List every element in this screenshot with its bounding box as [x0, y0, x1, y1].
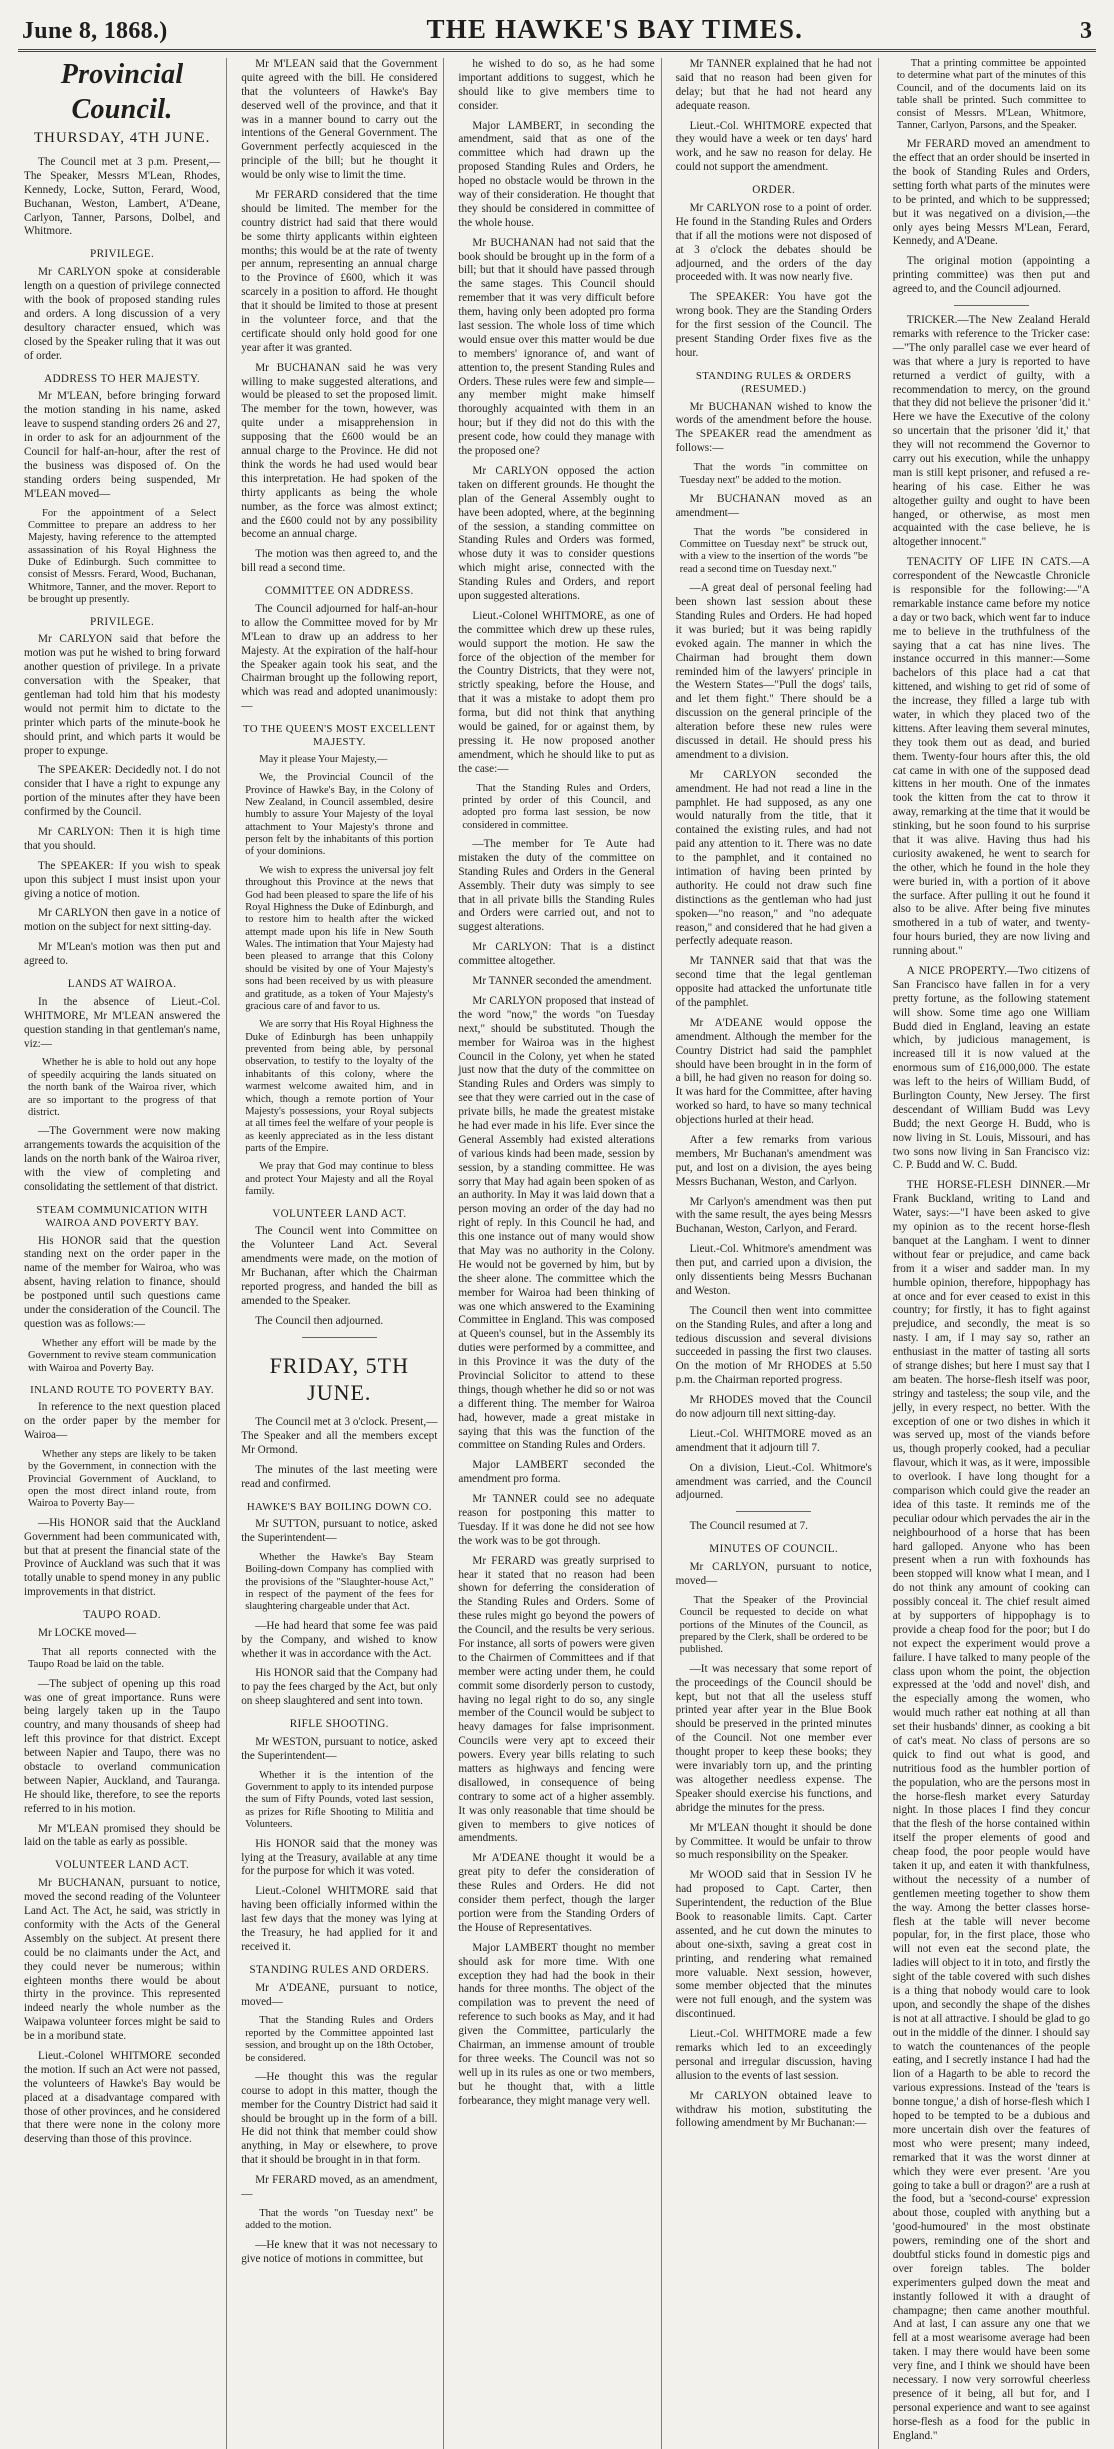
newspaper-title: THE HAWKE'S BAY TIMES.	[426, 14, 804, 44]
article-paragraph: Mr RHODES moved that the Council do now adjourn till next sitting-day.	[675, 1394, 872, 1421]
subsection-heading: ORDER.	[752, 184, 796, 197]
quoted-motion: May it please Your Majesty,—	[259, 753, 388, 765]
article-paragraph: Mr TANNER explained that he had not said that no reason had been given for delay; but that he had not heard any adequate reason.	[675, 58, 872, 112]
quoted-motion: For the appointment of a Select Committee to prepare an address to her Majesty, having reference to the attempted assassination of his Royal Highness the Duke of Edinburgh. Such committee to consist of Messrs. Ferard, Wood, Buchanan, Whitmore, Tanner, and the mover. Report to be brought up presently.	[28, 507, 217, 606]
article-paragraph: Mr WOOD said that in Session IV he had proposed to Capt. Carter, then Superintendent, the reduction of the Blue Book to reasonable limits. Capt. Carter assented, and he cut down the minutes to about one-sixth, saving a great cost in printing, and rendering what remained more valuable. Next session, however, some member objected that the minutes were not full enough, and the system was discontinued.	[675, 1869, 872, 2021]
article-paragraph: Lieut.-Col. WHITMORE made a few remarks which led to an exceedingly personal and irregular discussion, having allusion to the events of last session.	[675, 2028, 872, 2082]
column-divider-rule	[954, 305, 1029, 306]
article-paragraph: Lieut.-Col. WHITMORE expected that they would have a week or ten days' hard work, and he saw no reason for delay. He could not support the amendment.	[675, 119, 872, 174]
article-paragraph: Mr CARLYON, pursuant to notice, moved—	[675, 1561, 872, 1588]
subsection-heading: VOLUNTEER LAND ACT.	[272, 1207, 407, 1220]
article-paragraph: Mr CARLYON then gave in a notice of motion on the subject for next sitting-day.	[24, 907, 221, 934]
article-paragraph: The Council then went into committee on the Standing Rules, and after a long and tedious discussion and several divisions succeeded in passing the first two clauses. On the motion of Mr RHODES at 5.50 p.m. the Chairman reported progress.	[675, 1304, 872, 1387]
article-paragraph: After a few remarks from various members, Mr Buchanan's amendment was put, and lost on a division, the ayes being Messrs Buchanan, Weston, and Carlyon.	[675, 1134, 872, 1188]
article-paragraph: Mr BUCHANAN wished to know the words of the amendment before the house. The SPEAKER read the amendment as follows:—	[675, 400, 872, 455]
column-1	[18, 58, 227, 2449]
article-paragraph: Mr A'DEANE thought it would be a great pity to defer the consideration of these Rules and Orders. He did not consider them perfect, though the larger portion were from the Standing Orders of the House of Representatives.	[458, 1852, 655, 1934]
article-paragraph: Mr M'LEAN said that the Government quite agreed with the bill. He considered that the volunteers of Hawke's Bay deserved well of the province, and that it was in a manner bound to carry out the intentions of the General Government. The Government perfectly acquiesced in the principle of the bill; but he thought it would be only wise to limit the time.	[241, 58, 438, 182]
article-paragraph: Mr M'Lean's motion was then put and agreed to.	[24, 941, 221, 968]
article-paragraph: Mr M'LEAN promised they should be laid on the table as early as possible.	[24, 1822, 221, 1849]
article-paragraph: Mr M'LEAN, before bringing forward the motion standing in his name, asked leave to suspend standing orders 26 and 27, in order to ask for an adjournment of the Council for half-an-hour, after the rest of the business was disposed of. On the standing orders being suspended, Mr M'LEAN moved—	[24, 390, 221, 500]
article-paragraph: Mr CARLYON spoke at considerable length on a question of privilege connected with the book of proposed standing rules and orders. A long discussion of a very desultory character ensued, which was closed by the Speaker ruling that it was out of order.	[24, 266, 221, 362]
article-paragraph: The Council adjourned for half-an-hour to allow the Committee moved for by Mr M'Lean to draw up an address to her Majesty. At the expiration of the half-hour the Speaker again took his seat, and the Chairman brought up the following report, which was read and adopted unanimously:—	[241, 602, 438, 713]
article-paragraph: The Council met at 3 p.m. Present,—The Speaker, Messrs M'Lean, Rhodes, Kennedy, Locke, Sutton, Ferard, Wood, Buchanan, Weston, Lambert, A'Deane, Carlyon, Tanner, Parsons, Dolbel, and Whitmore.	[24, 156, 221, 238]
article-paragraph: Mr WESTON, pursuant to notice, asked the Superintendent—	[241, 1735, 438, 1762]
article-paragraph: Mr CARLYON seconded the amendment. He had not read a line in the pamphlet. He had supposed, as any one would naturally from the title, that it contained the existing rules, and had not paid any attention to it. There was no date to the pamphlet, and it contained no intimation of having been printed by authority. He could not draw such fine distinctions as the gentleman who had just spoken—"no reason," and "no adequate reason," and considered that he had given a perfectly adequate reason.	[675, 768, 872, 948]
subsection-heading: TO THE QUEEN'S MOST EXCELLENT MAJESTY.	[242, 723, 436, 749]
article-paragraph: Mr CARLYON proposed that instead of the word "now," the words "on Tuesday next," should be substituted. Though the member for Wairoa was in the highest Council in the Colony, yet when he stated just now that the duty of the committee on Standing Rules and Orders was simply to see that they were carried out in the case of private bills, he made the greatest mistake he had ever made in his life. Ever since the General Assembly had existed alterations of various kinds had been made, session by session, by a standing committee. He was sorry that May had again been spoken of as an authority. In May it was laid down that a person moving an order of the day had no right of reply. In this Council he had, and this one instance out of many would show that May was no authority in the Colony. He would not be governed by him, but by the sheer alone. The committee which the member for Wairoa had been thinking of was one which answered to the Examining Committee in England. This was composed at Queen's counsel, but in the Assembly its duties were performed by a committee, and in this Province it was the duty of the Provincial Solicitor to attend to these things, though whether he did so or not was a different thing. The member for Wairoa had, however, made a great mistake in saying that this was the function of the committee on Standing Rules and Orders.	[458, 994, 655, 1452]
article-paragraph: The SPEAKER: You have got the wrong book. They are the Standing Orders for the first session of the Council. The present Standing Order fixes five as the hour.	[675, 291, 872, 359]
article-paragraph: Mr A'DEANE would oppose the amendment. Although the member for the Country District had said the pamphlet should have been brought in in the form of a bill, he had given no reason for doing so. It was hard for the Committee, after having worked so hard, to have so many technical objections hurled at their head.	[675, 1016, 872, 1127]
quoted-motion: That the Standing Rules and Orders, printed by order of this Council, and adopted pro forma last session, be now considered in committee.	[462, 782, 651, 831]
page-number: 3	[1079, 18, 1092, 44]
article-paragraph: Mr FERARD considered that the time should be limited. The member for the country district had said that there would be some thirty applicants within eighteen months; this would be at the rate of twenty per annum, representing an annual charge to the Province of £600, which it was scarcely in a position to afford. He thought that it should be limited to those at present in the volunteer force, and that the certificate should only hold good for one year after it was granted.	[241, 189, 438, 354]
subsection-heading: STANDING RULES & ORDERS (RESUMED.)	[695, 369, 852, 396]
article-paragraph: In the absence of Lieut.-Col. WHITMORE, Mr M'LEAN answered the question standing in that gentleman's name, viz:—	[24, 995, 221, 1050]
subsection-heading: COMMITTEE ON ADDRESS.	[264, 585, 414, 598]
quoted-motion: That a printing committee be appointed to determine what part of the minutes of this Council, and of the documents laid on its table shall be printed. Such committee to consist of Messrs. M'Lean, Whitmore, Tanner, Carlyon, Parsons, and the Speaker.	[896, 58, 1086, 131]
article-paragraph: Mr BUCHANAN, pursuant to notice, moved the second reading of the Volunteer Land Act. The Act, he said, was strictly in conformity with the Acts of the General Assembly on the subject. At present there could be no claimants under the Act, and they could never be numerous; within eighteen months there would be about thirty in the province. This represented indeed nearly the whole number as the Waipawa volunteer forces might be said to be in a moribund state.	[24, 1877, 221, 2043]
article-paragraph: —He knew that it was not necessary to give notice of motions in committee, but	[241, 2238, 438, 2265]
quoted-motion: That the Speaker of the Provincial Council be requested to decide on what portions of the Minutes of the Council, as prepared by the Clerk, shall be ordered to be published.	[679, 1594, 868, 1656]
quoted-motion: We pray that God may continue to bless and protect Your Majesty and all the Royal family.	[245, 1161, 434, 1198]
article-paragraph: Major LAMBERT thought no member should ask for more time. With one exception they had had the book in their hands for three months. The object of the compilation was to prevent the need of reference to such books as May, and it had given the Committee, particularly the Chairman, an immense amount of trouble for three weeks. The Council was not so well up in its rules as one or two members, but he thought that, with a little forbearance, they might manage very well.	[458, 1941, 655, 2107]
article-paragraph: The motion was then agreed to, and the bill read a second time.	[241, 548, 438, 575]
article-paragraph: In reference to the next question placed on the order paper by the member for Wairoa—	[24, 1401, 221, 1442]
article-paragraph: Major LAMBERT, in seconding the amendment, said that as one of the committee which had drawn up the proposed Standing Rules and Orders, he hoped no obstacle would be thrown in the way of their consideration. He thought that they should be considered in committee of the whole house.	[458, 119, 655, 229]
subsection-heading: RIFLE SHOOTING.	[289, 1718, 389, 1731]
article-paragraph: His HONOR said that the question standing next on the order paper in the name of the member for Wairoa, who was absent, having relation to finance, should be postponed until such questions came under the consideration of the Council. The question was as follows:—	[24, 1234, 221, 1330]
article-paragraph: The Council then adjourned.	[255, 1314, 384, 1327]
article-columns	[18, 58, 1096, 2442]
article-paragraph: Mr M'LEAN thought it should be done by Committee. It would be unfair to throw so much responsibility on the Speaker.	[675, 1821, 872, 1862]
article-paragraph: —It was necessary that some report of the proceedings of the Council should be kept, but not that all the useless stuff printed year after year in the Blue Book should be preserved in the printed minutes of the Council. Not one member ever thought proper to keep these books; they were invariably torn up, and the printing was altogether needless expense. The Speaker should exercise his functions, and abridge the minutes for the press.	[675, 1662, 872, 1814]
column-divider-rule	[302, 1337, 377, 1338]
quoted-motion: That all reports connected with the Taupo Road be laid on the table.	[28, 1646, 217, 1671]
article-paragraph: —The Government were now making arrangements towards the acquisition of the lands on the north bank of the Wairoa river, with the view of completing and consolidating the settlement of that district.	[24, 1125, 221, 1193]
quoted-motion: That the words "be considered in Committee on Tuesday next" be struck out, with a view to the insertion of the words "be read a second time on Tuesday next."	[679, 526, 868, 575]
article-paragraph: TENACITY OF LIFE IN CATS.—A correspondent of the Newcastle Chronicle is responsible for the following:—"A remarkable instance came before my notice a day or two back, which went far to induce me to believe in the truthfulness of the saying that a cat has nine lives. The instance occurred in this manner:—Some bachelors of this place had a cat that kittened, and wishing to get rid of some of the increase, they filled a large tub with water, in which they placed two of the kittens. After leaving them several minutes, they took them out as dead, and buried them. Twenty-four hours after this, the old cat came in with one of the supposed dead kittens in her mouth. One of the inmates took the kitten from the cat to throw it away, remarking at the time that it would be stinking, but he soon found to his surprise that it was alive. Having thus had his curiosity awakened, he went to search for the other, which he found in the hole they were buried in, with a portion of it above the surface. After pulling it out he found it also to be alive. After being five minutes smothered in a tub of water, and twenty-four hours buried, they are now living and running about."	[892, 556, 1090, 958]
article-paragraph: Mr CARLYON opposed the action taken on different grounds. He thought the plan of the General Assembly ought to have been adopted, where, at the beginning of the session, a standing committee on Standing Rules and Orders was formed, whose duty it was to consider questions which might arise, connected with the Standing Rules and Orders, and report upon suggested alterations.	[458, 464, 655, 602]
article-paragraph: The SPEAKER: Decidedly not. I do not consider that I have a right to expunge any portion of the minutes after they have been confirmed by the Council.	[24, 764, 221, 819]
quoted-motion: We wish to express the universal joy felt throughout this Province at the news that God had been pleased to spare the life of his Royal Highness the Duke of Edinburgh, and to restore him to health after the wicked attempt made upon his life in New South Wales. The intimation that Your Majesty had been pleased to arrange that this Colony should be visited by one of Your Majesty's sons had been received by us with pleasure and gratitude, as a token of Your Majesty's gracious care of and favor to us.	[245, 864, 434, 1012]
article-paragraph: The SPEAKER: If you wish to speak upon this subject I must insist upon your giving a notice of motion.	[24, 859, 221, 900]
article-paragraph: Lieut.-Colonel WHITMORE, as one of the committee which drew up these rules, would support the motion. He saw the force of the objection of the member for the Country Districts, that they were not, strictly speaking, before the House, and that it was a mistake to adopt them pro forma, but did not think that anything would be gained, for or against them, by pressing it. He now proposed another amendment, which he should like to put as the case:—	[458, 609, 655, 775]
session-date-heading: THURSDAY, 4TH JUNE.	[33, 130, 211, 147]
column-4	[670, 58, 879, 2449]
quoted-motion: Whether he is able to hold out any hope of speedily acquiring the lands situated on the north bank of the Wairoa river, which are so important to the progress of that district.	[28, 1057, 217, 1118]
quoted-motion: That the Standing Rules and Orders reported by the Committee appointed last session, and brought up on the 18th October, be considered.	[245, 2015, 434, 2064]
column-5	[887, 58, 1096, 2449]
article-paragraph: Mr FERARD was greatly surprised to hear it stated that no reason had been shown for deferring the consideration of the Standing Rules and Orders. Some of these rules might go beyond the powers of the Council, and the results be very serious. For instance, all sorts of powers were given to the Chairmen of Committees and if that member were acting under them, he could commit some disorderly person to custody, having no legal right to do so, any single member of the Council would be subject to heavy damages for false imprisonment. Councils were very apt to exceed their powers. Every year bills relating to such matters as highways and fencing were disallowed, in consequence of being contrary to some act of a higher assembly. It was only reasonable that time should be given to members to give notices of amendments.	[458, 1554, 655, 1845]
article-paragraph: On a division, Lieut.-Col. Whitmore's amendment was carried, and the Council adjourned.	[675, 1461, 872, 1502]
subsection-heading: MINUTES OF COUNCIL.	[709, 1543, 839, 1556]
article-paragraph: Mr LOCKE moved—	[38, 1627, 137, 1640]
article-paragraph: Mr Carlyon's amendment was then put with the same result, the ayes being Messrs Buchanan, Weston, Carlyon, and Ferard.	[675, 1195, 872, 1236]
article-paragraph: Lieut.-Colonel WHITMORE seconded the motion. If such an Act were not passed, the volunteers of Hawke's Bay would be placed at a disadvantage compared with those of other provinces, and he considered that there were none in the colony more deserving than those of this province.	[24, 2049, 221, 2146]
article-paragraph: The original motion (appointing a printing committee) was then put and agreed to, and the Council adjourned.	[892, 255, 1090, 296]
article-paragraph: Lieut.-Colonel WHITMORE said that having been officially informed within the last few days that the money was lying at the Treasury, he had applied for it and received it.	[241, 1885, 438, 1953]
session-date-heading: FRIDAY, 5TH JUNE.	[269, 1352, 409, 1405]
article-paragraph: —A great deal of personal feeling had been shown last session about these Standing Rules and Orders. He had hoped it was buried; but it was being rapidly evoked again. The manner in which the Chairman had brought them down reminded him of the lawyers' principle in the Western States—"Pull the dogs' tails, and let them fight." There should be a discussion on the general principle of the alteration before these new rules were discussed in detail. He should press his amendment to a division.	[675, 582, 872, 761]
quoted-motion: Whether it is the intention of the Government to apply to its intended purpose the sum of Fifty Pounds, voted last session, as prizes for Rifle Shooting to Militia and Volunteers.	[245, 1769, 434, 1831]
article-paragraph: Mr BUCHANAN moved as an amendment—	[675, 492, 872, 519]
subsection-heading: VOLUNTEER LAND ACT.	[55, 1859, 190, 1872]
article-paragraph: Mr FERARD moved an amendment to the effect that an order should be inserted in the book of Standing Rules and Orders, setting forth what parts of the minutes were to be printed, and which to be suppressed; but it was negatived on a division,—the only ayes being Messrs M'Lean, Ferard, Kennedy, and A'Deane.	[892, 138, 1090, 248]
subsection-heading: PRIVILEGE.	[90, 615, 155, 628]
column-2	[235, 58, 444, 2449]
subsection-heading: ADDRESS TO HER MAJESTY.	[44, 372, 201, 385]
article-paragraph: Major LAMBERT seconded the amendment pro forma.	[458, 1459, 655, 1486]
article-paragraph: Mr FERARD moved, as an amendment,—	[241, 2174, 438, 2201]
article-paragraph: Mr CARLYON said that before the motion was put he wished to bring forward another question of privilege. In a private conversation with the Speaker, that gentleman had told him that his modesty would not permit him to dictate to the printer which parts of the minute-book he should print, and which parts it would be proper to expunge.	[24, 633, 221, 757]
header-date: June 8, 1868.)	[22, 18, 168, 44]
subsection-heading: STEAM COMMUNICATION WITH WAIROA AND POVERTY BAY.	[36, 1203, 208, 1230]
subsection-heading: INLAND ROUTE TO POVERTY BAY.	[30, 1383, 214, 1396]
quoted-motion: We are sorry that His Royal Highness the Duke of Edinburgh has been unhappily prevented from being able, by personal observation, to testify to the loyalty of the inhabitants of this colony, where the warmest welcome awaited him, and in which, though a remote portion of Your Majesty's possessions, your Royal subjects at all times feel the welfare of your people is as keenly appreciated as in the less distant parts of the Empire.	[245, 1019, 434, 1155]
article-paragraph: The Council met at 3 o'clock. Present,—The Speaker and all the members except Mr Ormond.	[241, 1416, 438, 1457]
article-paragraph: Mr CARLYON: Then it is high time that you should.	[24, 825, 221, 852]
article-paragraph: THE HORSE-FLESH DINNER.—Mr Frank Buckland, writing to Land and Water, says:—"I have been asked to give my opinion as to the recent horse-flesh banquet at the Langham. I went to dinner without fear or prejudice, and came back from it a wiser and sadder man. In my humble opinion, therefore, hippophagy has at once and for ever ceased to exist in this country; for firstly, it has to fight against prejudice, and secondly, the meat is so nasty. I am, if I may say so, rather an enthusiast in the matter of tasting all sorts of strange dishes; but here I must say that I am beaten. The horse-flesh itself was poor, stringy and tasteless; the soup vile, and the jelly, in every respect, no better. With the exception of one or two dishes in which it was served up, most of the viands before us, though properly cooked, had a peculiar flavour, which it was, as it were, impossible to overlook. I have long thought for a comparison which could give the reader an idea of this taste. It reminds me of the peculiar odour which pervades the air in the neighbourhood of a horse that has been hard galloped. Anyone who has been present when a run with foxhounds has been stopped will know what I mean, and I do not think any amount of cooking can possibly conceal it. The chief result aimed at by supporters of hippophagy is to provide a cheap food for the poor; but I do not expect the experiment would prove a failure. I have talked to many people of the class upon whom the point, the objection expressed at the 'odd and novel' dish, and the especially among the women, who would much rather eat nothing at all than set their husbands' dinner, as cooking a bit of cat's meat. No class of persons are so quick to find out what is good, and nutritious food as the humbler portion of the population, who are the persons most in the horse-flesh market every Saturday night. In those places I find they concur that the flesh of the horse contained within itself the proper elements of good and cheap food, the poor people would have taken it up, and eaten it with thankfulness, without the necessity of a number of gentlemen meeting together to show them the way. Among the better classes horse-flesh at the table will never become popular, for, in the first place, those who will not even eat the second plate, the ladies will object to it in toto, and firstly the sight of the table covered with such dishes is a thing that nobody would care to look upon, and secondly the shape of the dishes is not at all attractive. I should be glad to go out in the middle of the dinner. I should say to watch the countenances of the people eating, and I secretly instance I had had the lion of a Hagarth to be able to record the various expressions. Instead of the 'tears is bonne tongue,' a dish of horse-flesh which I hoped to be tempted to be a dubious and more uncertain dish over the features of most who were present; many indeed, remarked that it was the worst dinner at which they were ever present. 'Are you going to take a bull or dragon?' are a rush at the food, but a 'second-course' expression about those, coupled with anything but a 'good-humoured' in the most obstinate powers, reminding one of the short and doubtful sticks found in domestic pigs and over foreign tables. The bolder experimenters gulped down the meat and instantly followed it with a draught of champagne; then came another mouthful. And at last, I can assure any one that we fell at a most wearisome average had been taken. I may there would have been some very fine, and I think we should have been necessary. I now very sorrowful cheerless presence of it being, all but for, and I personal experience and want to see against horse-flesh as a food for the public in England."	[892, 1179, 1090, 2442]
subsection-heading: STANDING RULES AND ORDERS.	[249, 1963, 430, 1976]
article-paragraph: The minutes of the last meeting were read and confirmed.	[241, 1463, 438, 1490]
column-3	[452, 58, 661, 2449]
article-paragraph: A NICE PROPERTY.—Two citizens of San Francisco have fallen in for a very pretty fortune, as the following statement will show. Some time ago one William Budd died in England, leaving an estate which, by judicious management, is increased till it is now valued at the enormous sum of £16,000,000. The estate was left to the heirs of William Budd, of Burlington County, New Jersey. The first descendant of William Budd was Levy Budd; the next George H. Budd, who is now living in St. Louis, Missouri, and has two sons now living in San Francisco viz: C. P. Budd and W. C. Budd.	[892, 965, 1090, 1172]
subsection-heading: HAWKE'S BAY BOILING DOWN CO.	[246, 1500, 432, 1513]
article-paragraph: TRICKER.—The New Zealand Herald remarks with reference to the Tricker case:—"The only parallel case we ever heard of was that where a jury is reported to have returned a verdict of guilty, with a recommendation to mercy, on the ground that they did not believe the prisoner 'did it.' Here we have the Executive of the colony so uncertain that the prisoner 'did it,' that they will not recommend the Governor to carry out his execution, while the unhappy man is still kept prisoner, and refused a re-hearing of his case. Either he was altogether guilty and ought to have been hanged, or otherwise, as most men acquainted with the case believe, he is altogether innocent."	[892, 314, 1090, 549]
subsection-heading: PRIVILEGE.	[90, 248, 155, 261]
article-paragraph: —He thought this was the regular course to adopt in this matter, though the member for the Country District had said it should be brought up in the form of a bill. He did not think that member could show anything, in May or elsewhere, to prove that it should be brought in in that form.	[241, 2070, 438, 2167]
article-paragraph: Mr SUTTON, pursuant to notice, asked the Superintendent—	[241, 1518, 438, 1544]
article-paragraph: His HONOR said that the money was lying at the Treasury, available at any time for the purpose for which it was voted.	[241, 1837, 438, 1878]
article-paragraph: Mr TANNER said that that was the second time that the legal gentleman opposite had attacked the unfortunate title of the pamphlet.	[675, 955, 872, 1009]
article-paragraph: —He had heard that some fee was paid by the Company, and wished to know whether it was in accordance with the Act.	[241, 1619, 438, 1660]
quoted-motion: Whether the Hawke's Bay Steam Boiling-down Company has complied with the provisions of the "Slaughter-house Act," in respect of the payment of the fees for slaughtering chargeable under that Act.	[245, 1551, 434, 1613]
article-paragraph: The Council resumed at 7.	[689, 1520, 808, 1533]
article-paragraph: —His HONOR said that the Auckland Government had been communicated with, but that at present the financial state of the Province of Auckland was such that it was totally unable to spend money in any public improvements in that district.	[24, 1516, 221, 1599]
article-paragraph: Mr CARLYON: That is a distinct committee altogether.	[458, 941, 655, 968]
article-paragraph: Mr TANNER could see no adequate reason for postponing this matter to Tuesday. If it was done he did not see how the work was to be got through.	[458, 1493, 655, 1547]
subsection-heading: LANDS AT WAIROA.	[67, 978, 177, 990]
page-header	[18, 16, 1096, 52]
article-paragraph: Mr TANNER seconded the amendment.	[472, 975, 652, 988]
article-paragraph: —The subject of opening up this road was one of great importance. Runs were being largely taken up in the Taupo country, and many thousands of sheep had left this province for that district. Except between Napier and Taupo, there was no obstacle to overland communication between Napier, Auckland, and Tauranga. He should like, therefore, to see the reports referred to in his motion.	[24, 1677, 221, 1815]
column-divider-rule	[736, 1511, 811, 1512]
article-paragraph: Mr A'DEANE, pursuant to notice, moved—	[241, 1981, 438, 2008]
quoted-motion: That the words "in committee on Tuesday next" be added to the motion.	[679, 462, 868, 486]
section-masthead: Provincial Council.	[60, 59, 184, 125]
quoted-motion: We, the Provincial Council of the Province of Hawke's Bay, in the Colony of New Zealand, in Council assembled, desire humbly to assure Your Majesty of the loyal attachment to Your Majesty's throne and person felt by the inhabitants of this portion of your dominions.	[245, 772, 434, 858]
quoted-motion: That the words "on Tuesday next" be added to the motion.	[245, 2207, 434, 2232]
article-paragraph: he wished to do so, as he had some important additions to suggest, which he should like to give members time to consider.	[458, 58, 655, 112]
article-paragraph: His HONOR said that the Company had to pay the fees charged by the Act, but only on sheep slaughtered and sent into town.	[241, 1667, 438, 1708]
article-paragraph: Mr CARLYON obtained leave to withdraw his motion, substituting the following amendment by Mr Buchanan:—	[675, 2089, 872, 2130]
article-paragraph: Lieut.-Col. Whitmore's amendment was then put, and carried upon a division, the only dissentients being Messrs Buchanan and Weston.	[675, 1243, 872, 1297]
article-paragraph: —The member for Te Aute had mistaken the duty of the committee on Standing Rules and Orders in the General Assembly. Their duty was simply to see that in all private bills the Standing Rules and Orders were carried out, and not to suggest alterations.	[458, 838, 655, 934]
quoted-motion: Whether any steps are likely to be taken by the Government, in connection with the Provincial Government of Auckland, to open the most direct inland route, from Wairoa to Poverty Bay—	[28, 1448, 217, 1510]
article-paragraph: The Council went into Committee on the Volunteer Land Act. Several amendments were made, on the motion of Mr Buchanan, after which the Chairman reported progress, and handed the bill as amended to the Speaker.	[241, 1225, 438, 1307]
article-paragraph: Mr CARLYON rose to a point of order. He found in the Standing Rules and Orders that if all the motions were not disposed of at 3 o'clock the debates should be adjourned, and the orders of the day proceeded with. It was now nearly five.	[675, 202, 872, 284]
subsection-heading: TAUPO ROAD.	[83, 1609, 161, 1622]
article-paragraph: Mr BUCHANAN had not said that the book should be brought up in the form of a bill; but that it should have passed through the same stages. This Council should remember that it was very difficult before them, having only been adopted pro forma last session. The whole loss of time which would ensue over this matter would be due to members' ignorance of, and want of attention to, the present Standing Rules and Orders. These rules were few and simple—any member might make himself thoroughly acquainted with them in an hour; but if they did not do this with the present code, how could they manage with the proposed one?	[458, 236, 655, 458]
article-paragraph: Mr BUCHANAN said he was very willing to make suggested alterations, and would be pleased to set the proposed limit. The member for the town, however, was quite under a misapprehension in supposing that the £600 would be an annual charge to the Province. He did not think the words he had used would bear this interpretation. He had spoken of the thirty applicants as being the whole number, as the force was almost extinct; and the £600 could not by any possibility become an annual charge.	[241, 361, 438, 541]
article-paragraph: Lieut.-Col. WHITMORE moved as an amendment that it adjourn till 7.	[675, 1427, 872, 1454]
quoted-motion: Whether any effort will be made by the Government to revive steam communication with Wairoa and Poverty Bay.	[28, 1337, 217, 1374]
